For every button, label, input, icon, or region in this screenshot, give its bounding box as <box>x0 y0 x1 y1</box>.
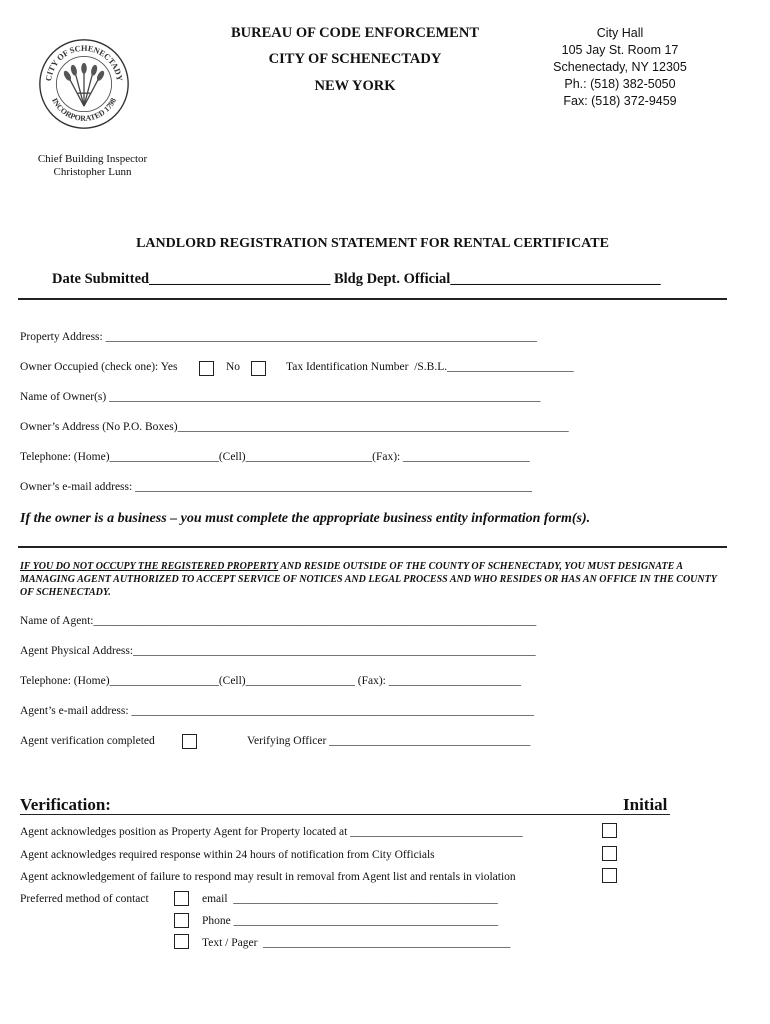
agent-name-field[interactable]: Name of Agent:_____________________________________________________________________________ <box>20 615 537 627</box>
seal-text-top: CITY OF SCHENECTADY <box>43 43 125 82</box>
owner-address-field[interactable]: Owner’s Address (No P.O. Boxes)____________________________________________________________________ <box>20 421 569 433</box>
city-seal-logo <box>38 38 130 130</box>
owner-name-field[interactable]: Name of Owner(s) ___________________________________________________________________________ <box>20 391 541 403</box>
owner-telephone-field[interactable]: Telephone: (Home)___________________(Cell)______________________(Fax): ______________________ <box>20 451 530 463</box>
owner-occupied-yes-checkbox[interactable] <box>199 361 214 376</box>
seal-text-bottom: INCORPORATED 1798 <box>50 96 118 123</box>
verification-rule <box>20 814 670 815</box>
contact-email-checkbox[interactable] <box>174 891 189 906</box>
contact-phone-field[interactable]: Phone ______________________________________________ <box>202 915 499 927</box>
phone-line: Ph.: (518) 382-5050 <box>564 77 676 91</box>
inspector-name: Christopher Lunn <box>53 166 132 178</box>
divider <box>18 546 727 548</box>
header-city: CITY OF SCHENECTADY <box>268 51 442 67</box>
contact-method-label: Preferred method of contact <box>20 893 149 905</box>
business-note: If the owner is a business – you must complete the appropriate business entity information form(s). <box>20 511 591 526</box>
tax-id-field[interactable]: Tax Identification Number /S.B.L.______________________ <box>286 361 574 373</box>
agent-address-field[interactable]: Agent Physical Address:______________________________________________________________________ <box>20 645 536 657</box>
owner-occupied-no-label: No <box>226 361 241 373</box>
verification-item: Agent acknowledges required response within 24 hours of notification from City Officials <box>20 849 435 861</box>
contact-phone-checkbox[interactable] <box>174 913 189 928</box>
form-title: LANDLORD REGISTRATION STATEMENT FOR RENTAL CERTIFICATE <box>136 236 609 251</box>
verification-heading: Verification: <box>20 795 111 814</box>
contact-text-field[interactable]: Text / Pager ___________________________________________ <box>202 937 511 949</box>
fax-line: Fax: (518) 372-9459 <box>563 94 677 108</box>
divider <box>18 298 727 300</box>
agent-email-field[interactable]: Agent’s e-mail address: ______________________________________________________________________ <box>20 705 534 717</box>
verifying-officer-field[interactable]: Verifying Officer ___________________________________ <box>247 735 531 747</box>
contact-email-field[interactable]: email ______________________________________________ <box>202 893 498 905</box>
verification-item: Agent acknowledgement of failure to respond may result in removal from Agent list and rentals in violation <box>20 871 516 883</box>
contact-text-checkbox[interactable] <box>174 934 189 949</box>
date-submitted-field[interactable]: Date Submitted_________________________ Bldg Dept. Official_____________________________ <box>52 271 661 287</box>
agent-verification-label: Agent verification completed <box>20 735 155 747</box>
inspector-block <box>20 153 165 179</box>
address-line: City Hall <box>596 26 644 40</box>
address-line: 105 Jay St. Room 17 <box>561 43 679 57</box>
header-bureau: BUREAU OF CODE ENFORCEMENT <box>231 25 479 41</box>
verification-item: Agent acknowledges position as Property Agent for Property located at ______________________________ <box>20 826 523 838</box>
address-block <box>535 25 705 110</box>
owner-email-field[interactable]: Owner’s e-mail address: _____________________________________________________________________ <box>20 481 532 493</box>
notice-text: AND RESIDE OUTSIDE OF THE COUNTY OF SCHENECTADY, YOU MUST DESIGNATE A MANAGING AGENT AUTHORIZED TO ACCEPT SERVICE OF NOTICES AND LEGAL PROCESS AND WHO RESIDES OR HAS AN OFFICE IN THE COUNTY OF SCHENECTADY. <box>20 561 717 598</box>
initial-heading: Initial <box>623 795 668 814</box>
initial-checkbox-3[interactable] <box>602 868 617 883</box>
initial-checkbox-2[interactable] <box>602 846 617 861</box>
owner-occupied-label: Owner Occupied (check one): Yes <box>20 361 178 373</box>
header-state: NEW YORK <box>314 78 396 94</box>
address-line: Schenectady, NY 12305 <box>553 60 687 74</box>
property-address-field[interactable]: Property Address: ___________________________________________________________________________ <box>20 331 537 343</box>
notice-underlined: IF YOU DO NOT OCCUPY THE REGISTERED PROPERTY <box>20 561 279 572</box>
agent-telephone-field[interactable]: Telephone: (Home)___________________(Cell)___________________ (Fax): _______________________ <box>20 675 521 687</box>
owner-occupied-no-checkbox[interactable] <box>251 361 266 376</box>
initial-checkbox-1[interactable] <box>602 823 617 838</box>
agent-notice <box>20 560 730 599</box>
inspector-title: Chief Building Inspector <box>37 153 148 165</box>
agent-verification-checkbox[interactable] <box>182 734 197 749</box>
